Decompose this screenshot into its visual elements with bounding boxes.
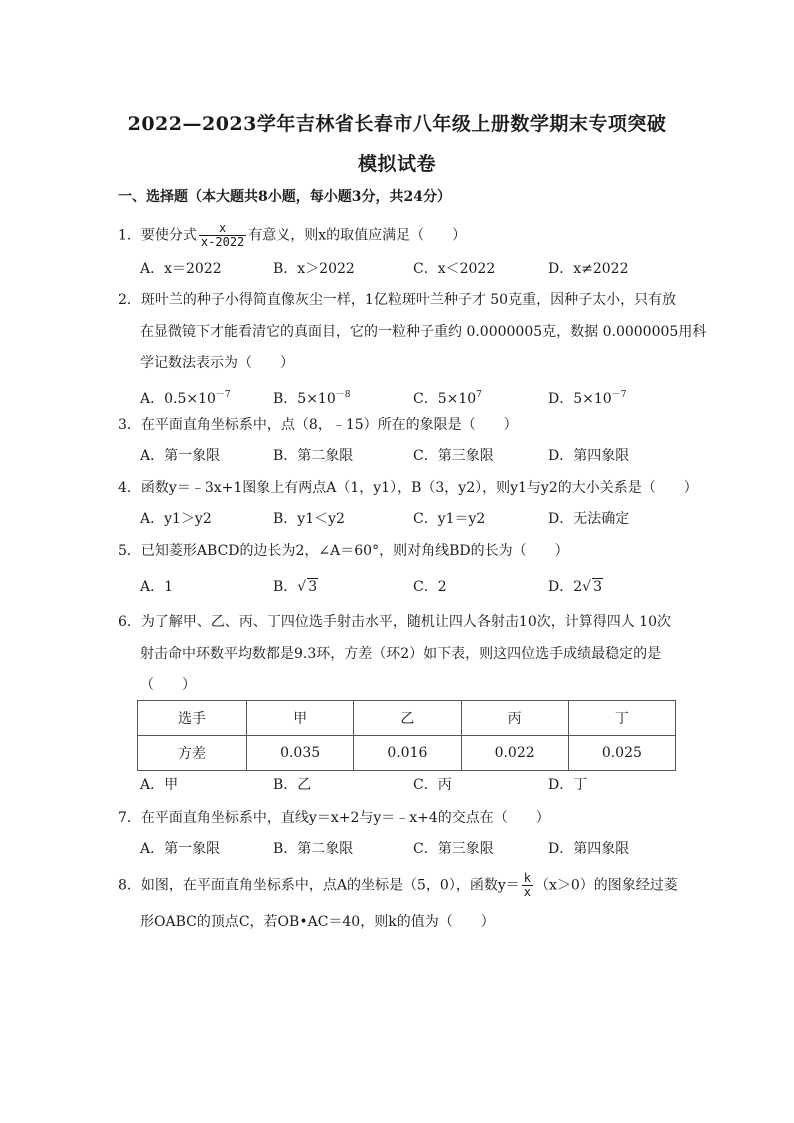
table-cell: 丁: [568, 701, 675, 736]
variance-table: [137, 700, 676, 771]
question-7: 7．在平面直角坐标系中，直线y＝x+2与y＝﹣x+4的交点在（ ）: [118, 810, 550, 826]
q4-option-c: C．y1＝y2: [413, 511, 486, 527]
q3-option-a: A．第一象限: [140, 448, 221, 464]
q5-option-a: A．1: [140, 579, 174, 595]
table-cell: 0.025: [568, 736, 675, 771]
table-cell: 选手: [138, 701, 247, 736]
q6-line-1: 6．为了解甲、乙、丙、丁四位选手射击水平，随机让四人各射击10次，计算得四人 10次: [118, 614, 671, 630]
table-cell: 甲: [247, 701, 354, 736]
q4-option-d: D．无法确定: [548, 511, 630, 527]
q2-option-c-exp: 7: [476, 390, 482, 400]
q2-option-c-base: C．5×10: [413, 391, 477, 407]
q2-option-c: [413, 385, 482, 409]
q8-frac-num: k: [523, 871, 531, 885]
q6-option-c: C．丙: [413, 777, 452, 793]
question-1: [118, 222, 466, 249]
q1-fraction: [199, 222, 246, 249]
q6-option-d: D．丁: [548, 777, 588, 793]
q1-suffix: 有意义，则x的取值应满足（ ）: [248, 227, 467, 244]
q1-option-d: D．x≠2022: [548, 261, 629, 277]
q7-option-d: D．第四象限: [548, 841, 630, 857]
exam-subtitle: 模拟试卷: [357, 153, 436, 175]
q2-option-b-exp: －8: [335, 390, 351, 400]
q1-frac-num: x: [218, 221, 227, 235]
q4-option-a: A．y1＞y2: [140, 511, 212, 527]
q5-option-d: [548, 577, 603, 597]
q6-line-2: 射击命中环数平均数都是9.3环，方差（环2）如下表，则这四位选手成绩最稳定的是: [140, 646, 662, 662]
q1-frac-den: x-2022: [200, 235, 245, 249]
q3-option-c: C．第三象限: [413, 448, 494, 464]
q2-option-a-base: A．0.5×10: [140, 391, 216, 407]
q2-option-a: [140, 385, 231, 409]
question-3: 3．在平面直角坐标系中，点（8，﹣15）所在的象限是（ ）: [118, 417, 518, 433]
q8-fraction: [522, 872, 533, 899]
q2-option-b: [273, 385, 350, 409]
q5-option-b: [273, 577, 318, 597]
q2-line-2: 在显微镜下才能看清它的真面目，它的一粒种子重约 0.0000005克，数据 0.0000005用科: [140, 324, 707, 340]
exam-title: 2022—2023学年吉林省长春市八年级上册数学期末专项突破: [127, 113, 667, 135]
q8-frac-den: x: [523, 885, 531, 899]
table-row: [138, 701, 676, 736]
q8-prefix: 8．如图，在平面直角坐标系中，点A的坐标是（5，0），函数y＝: [118, 877, 520, 894]
q2-option-d: [548, 385, 626, 409]
sqrt-symbol-b: √ 3: [297, 579, 318, 595]
q5-option-b-label: B．: [273, 579, 298, 595]
q5-option-b-radicand: 3: [308, 579, 318, 595]
table-cell: 方差: [138, 736, 247, 771]
q7-option-b: B．第二象限: [273, 841, 354, 857]
q5-option-d-label: D．2: [548, 579, 583, 595]
question-8: [118, 872, 678, 899]
q2-option-b-base: B．5×10: [273, 391, 336, 407]
q1-option-c: C．x＜2022: [413, 261, 496, 277]
q6-option-a: A．甲: [140, 777, 179, 793]
q5-option-d-radicand: 3: [593, 579, 602, 595]
q2-line-3: 学记数法表示为（ ）: [140, 355, 294, 371]
q6-line-3: （ ）: [140, 677, 196, 693]
table-cell: 0.016: [354, 736, 461, 771]
q2-option-a-exp: －7: [215, 390, 231, 400]
table-cell: 0.022: [461, 736, 568, 771]
table-cell: 0.035: [247, 736, 354, 771]
table-row: [138, 736, 676, 771]
q3-option-d: D．第四象限: [548, 448, 630, 464]
table-cell: 乙: [354, 701, 461, 736]
question-4: 4．函数y＝﹣3x+1图象上有两点A（1，y1），B（3，y2），则y1与y2的大小关系是（ ）: [118, 480, 698, 496]
q2-option-d-exp: －7: [611, 390, 627, 400]
q4-option-b: B．y1＜y2: [273, 511, 345, 527]
q8-suffix: （x＞0）的图象经过菱: [534, 877, 678, 894]
table-cell: 丙: [461, 701, 568, 736]
question-5: 5．已知菱形ABCD的边长为2，∠A＝60°，则对角线BD的长为（ ）: [118, 543, 569, 559]
q3-option-b: B．第二象限: [273, 448, 354, 464]
sqrt-symbol-d: √ 3: [582, 579, 602, 595]
q2-option-d-base: D．5×10: [548, 391, 612, 407]
q5-option-c: C．2: [413, 579, 447, 595]
q8-line-2: 形OABC的顶点C，若OB•AC＝40，则k的值为（ ）: [140, 914, 495, 930]
q7-option-a: A．第一象限: [140, 841, 221, 857]
q1-prefix: 1．要使分式: [118, 227, 197, 244]
section-heading: 一、选择题（本大题共8小题，每小题3分，共24分）: [118, 189, 451, 205]
q7-option-c: C．第三象限: [413, 841, 494, 857]
q1-option-a: A．x＝2022: [140, 261, 222, 277]
q1-option-b: B．x＞2022: [273, 261, 355, 277]
q2-line-1: 2．斑叶兰的种子小得简直像灰尘一样，1亿粒斑叶兰种子才 50克重，因种子太小，只有放: [118, 292, 677, 308]
q6-option-b: B．乙: [273, 777, 312, 793]
